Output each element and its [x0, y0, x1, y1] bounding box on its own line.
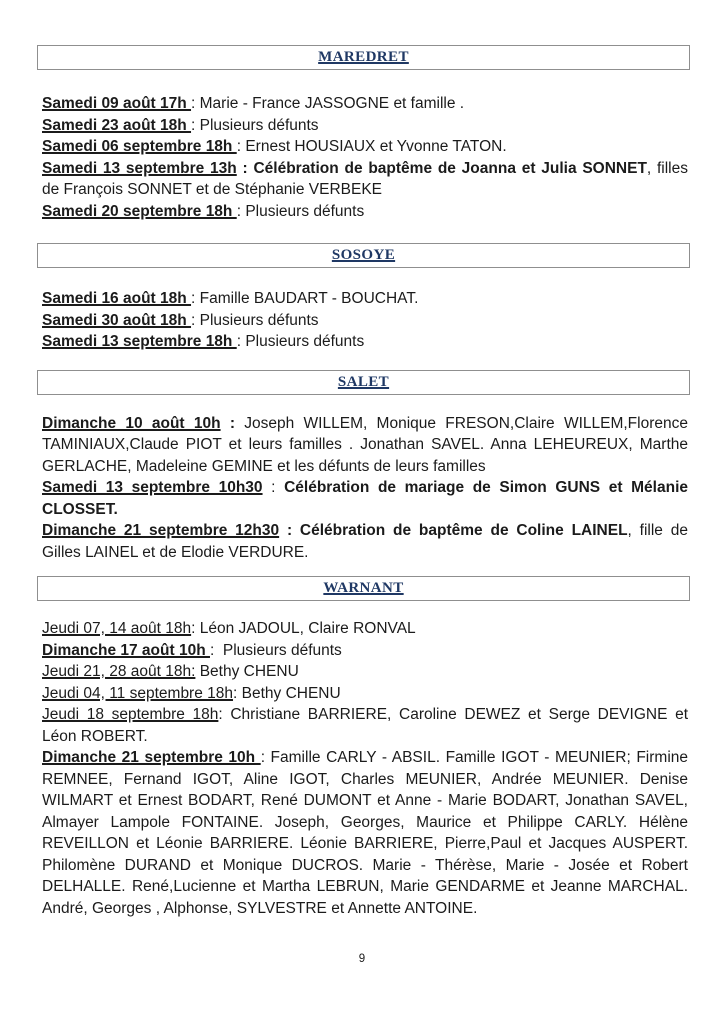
mass-entry	[42, 704, 688, 747]
page-number: 9	[358, 953, 366, 965]
entry-date: Dimanche 17 août 10h	[42, 641, 210, 659]
entry-date: Jeudi 04, 11 septembre 18h	[42, 684, 234, 702]
entry-text: : Famille BAUDART - BOUCHAT.	[191, 290, 419, 307]
section-header-box	[37, 45, 690, 70]
mass-entry	[42, 477, 688, 520]
entry-date: Samedi 13 septembre 10h30	[42, 479, 263, 496]
mass-entry	[42, 136, 688, 158]
mass-entry	[42, 115, 688, 137]
entry-date: Jeudi 18 septembre 18h	[42, 706, 219, 723]
entry-date: Dimanche 10 août 10h	[42, 414, 221, 432]
entry-text: : Plusieurs défunts	[209, 641, 342, 659]
entry-text: :	[262, 479, 285, 496]
section-header-box	[37, 576, 690, 601]
entry-text: , filles de François SONNET et de Stéphanie VERBEKE	[42, 159, 688, 198]
mass-entry	[42, 520, 688, 563]
entry-text: : Christiane BARRIERE, Caroline DEWEZ et Serge DEVIGNE et Léon ROBERT.	[42, 706, 688, 745]
entry-text: Célébration de mariage de Simon GUNS et Mélanie CLOSSET.	[42, 479, 688, 518]
section-title: MAREDRET	[318, 49, 409, 65]
mass-entry	[42, 158, 688, 201]
entry-text: : Plusieurs défunts	[236, 333, 365, 350]
entry-text: : Famille CARLY - ABSIL. Famille IGOT - MEUNIER; Firmine REMNEE, Fernand IGOT, Aline IGOT, Charles MEUNIER, Andrée MEUNIER. Denise WILMART et Ernest BODART, René DUMONT et Anne - Marie BODART, Jonathan SAVEL, Almayer Lampole FONTAINE. Joseph, Georges, Maurice et Philippe CARLY. Hélène REVEILLON et Léonie BARRIERE. Léonie BARRIERE, Pierre,Paul et Jacques AUSPERT. Philomène DURAND et Monique DUCROS. Marie - Thérèse, Marie - Josée et Robert DELHALLE. René,Lucienne et Martha LEBRUN, Marie GENDARME et Jeanne MARCHAL. André, Georges , Alphonse, SYLVESTRE et Annette ANTOINE.	[42, 749, 688, 917]
mass-entry	[42, 331, 688, 353]
entry-text: , fille de Gilles LAINEL et de Elodie VERDURE.	[42, 522, 688, 561]
entry-text: : Célébration de baptême de Coline LAINEL	[279, 522, 628, 539]
entry-text: : Marie - France JASSOGNE et famille .	[191, 95, 465, 112]
section-title: SALET	[337, 373, 390, 390]
section-header-box	[37, 370, 690, 395]
section-title: WARNANT	[323, 580, 404, 596]
section-entries	[42, 413, 688, 564]
sections-container	[42, 45, 688, 919]
mass-entry	[42, 747, 688, 919]
section-maredret	[42, 45, 688, 222]
entry-text: : Plusieurs défunts	[191, 116, 319, 134]
entry-date: Samedi 09 août 17h	[42, 95, 192, 112]
entry-date: Dimanche 21 septembre 12h30	[42, 522, 280, 539]
entry-date: Jeudi 21, 28 août 18h:	[42, 663, 196, 680]
mass-entry	[42, 640, 688, 662]
mass-entry	[42, 413, 688, 478]
mass-entry	[42, 683, 688, 705]
mass-entry	[42, 288, 688, 310]
entry-text: : Bethy CHENU	[233, 684, 341, 702]
entry-date: Samedi 06 septembre 18h	[42, 138, 237, 155]
mass-entry	[42, 310, 688, 332]
mass-entry	[42, 661, 688, 683]
entry-text: : Célébration de baptême de Joanna et Julia SONNET	[236, 159, 647, 177]
entry-text: Joseph WILLEM, Monique FRESON,Claire WILLEM,Florence TAMINIAUX,Claude PIOT et leurs familles . Jonathan SAVEL. Anna LEHEUREUX, Marthe GERLACHE, Madeleine GEMINE et les défunts de leurs familles	[42, 414, 688, 475]
section-header-box	[37, 243, 690, 268]
entry-date: Samedi 20 septembre 18h	[42, 202, 237, 220]
entry-date: Samedi 30 août 18h	[42, 311, 192, 329]
entry-text: : Léon JADOUL, Claire RONVAL	[191, 620, 416, 637]
entry-date: Samedi 16 août 18h	[42, 290, 192, 307]
entry-date: Dimanche 21 septembre 10h	[42, 749, 261, 766]
section-entries	[42, 93, 688, 222]
section-entries	[42, 288, 688, 353]
section-warnant	[42, 576, 688, 919]
entry-text: :	[220, 414, 245, 432]
entry-date: Samedi 23 août 18h	[42, 116, 192, 134]
entry-text: : Ernest HOUSIAUX et Yvonne TATON.	[236, 138, 507, 155]
section-salet	[42, 370, 688, 564]
section-sosoye	[42, 243, 688, 353]
entry-date: Jeudi 07, 14 août 18h	[42, 620, 192, 637]
entry-date: Samedi 13 septembre 13h	[42, 159, 237, 177]
section-title: SOSOYE	[331, 247, 396, 263]
entry-text: : Plusieurs défunts	[191, 311, 319, 329]
entry-text: : Plusieurs défunts	[236, 202, 365, 220]
section-entries	[42, 618, 688, 919]
mass-entry	[42, 618, 688, 640]
entry-date: Samedi 13 septembre 18h	[42, 333, 237, 350]
mass-entry	[42, 93, 688, 115]
mass-entry	[42, 201, 688, 223]
entry-text: Bethy CHENU	[195, 663, 299, 680]
